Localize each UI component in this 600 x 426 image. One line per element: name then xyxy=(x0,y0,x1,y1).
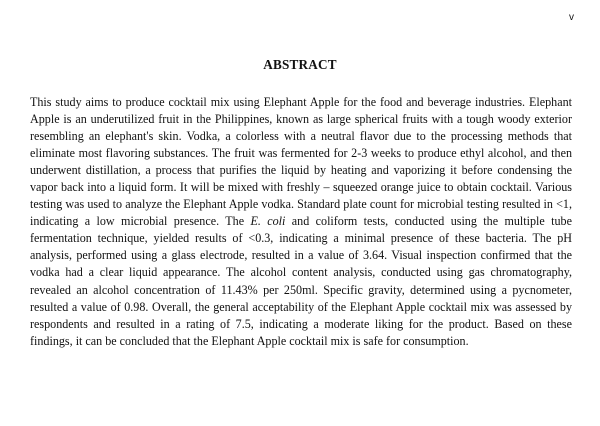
page-number: v xyxy=(569,12,574,23)
abstract-heading: ABSTRACT xyxy=(263,57,337,72)
abstract-text-part-2: and coliform tests, conducted using the multiple tube fermentation technique, yielded results of <0.3, indicating a minimal presence of these bacteria. The pH analysis, performed using a glass electrode, resulted in a value of 3.64. Visual inspection confirmed that the vodka had a clear liquid appearance. The alcohol content analysis, conducted using gas chromatography, revealed an alcohol concentration of 11.43% per 250ml. Specific gravity, determined using a pycnometer, resulted a value of 0.98. Overall, the general acceptability of the Elephant Apple cocktail mix was assessed by respondents and resulted in a rating of 7.5, indicating a moderate liking for the product. Based on these findings, it can be concluded that the Elephant Apple cocktail mix is safe for consumption. xyxy=(30,214,572,348)
abstract-body xyxy=(30,94,572,350)
abstract-text-part-1: This study aims to produce cocktail mix using Elephant Apple for the food and beverage industries. Elephant Apple is an underutilized fruit in the Philippines, known as large spherical fruits with a tough woody exterior resembling an elephant's skin. Vodka, a colorless with a neutral flavor due to the processing methods that eliminate most flavoring substances. The fruit was fermented for 2-3 weeks to produce ethyl alcohol, and then underwent distillation, a process that purifies the liquid by heating and vaporizing it before condensing the vapor back into a liquid form. It will be mixed with freshly – squeezed orange juice to obtain cocktail. Various testing was used to analyze the Elephant Apple vodka. Standard plate count for microbial testing resulted in <1, indicating a low microbial presence. The xyxy=(30,95,572,229)
abstract-italic-term: E. coli xyxy=(250,214,286,229)
